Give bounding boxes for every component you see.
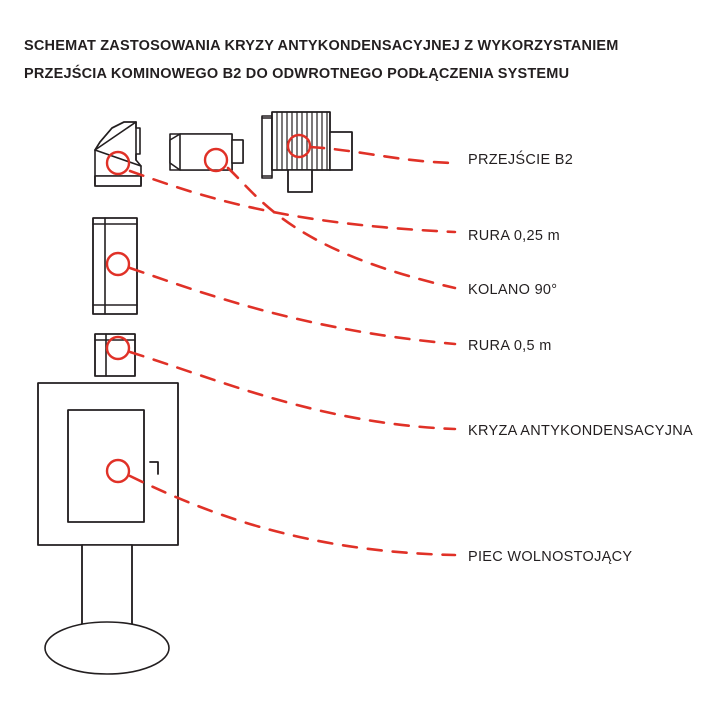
title-line-1: SCHEMAT ZASTOSOWANIA KRYZY ANTYKONDENSACYJNEJ Z WYKORZYSTANIEM <box>24 38 619 54</box>
callout-label-kolano-90: KOLANO 90° <box>468 282 558 298</box>
part-rura-05 <box>93 218 137 314</box>
part-kryza <box>95 334 135 376</box>
callout-label-rura-025: RURA 0,25 m <box>468 228 560 244</box>
leader-rura-05 <box>130 268 455 344</box>
title-line-2: PRZEJŚCIA KOMINOWEGO B2 DO ODWROTNEGO PODŁĄCZENIA SYSTEMU <box>24 66 570 82</box>
leader-kolano-90 <box>228 168 455 288</box>
callout-label-piec: PIEC WOLNOSTOJĄCY <box>468 549 633 565</box>
callout-label-kryza: KRYZA ANTYKONDENSACYJNA <box>468 423 693 439</box>
callout-label-rura-05: RURA 0,5 m <box>468 338 552 354</box>
callout-label-przejscie-b2: PRZEJŚCIE B2 <box>468 152 574 168</box>
part-piec <box>38 383 178 674</box>
part-kolano-90 <box>95 122 141 186</box>
